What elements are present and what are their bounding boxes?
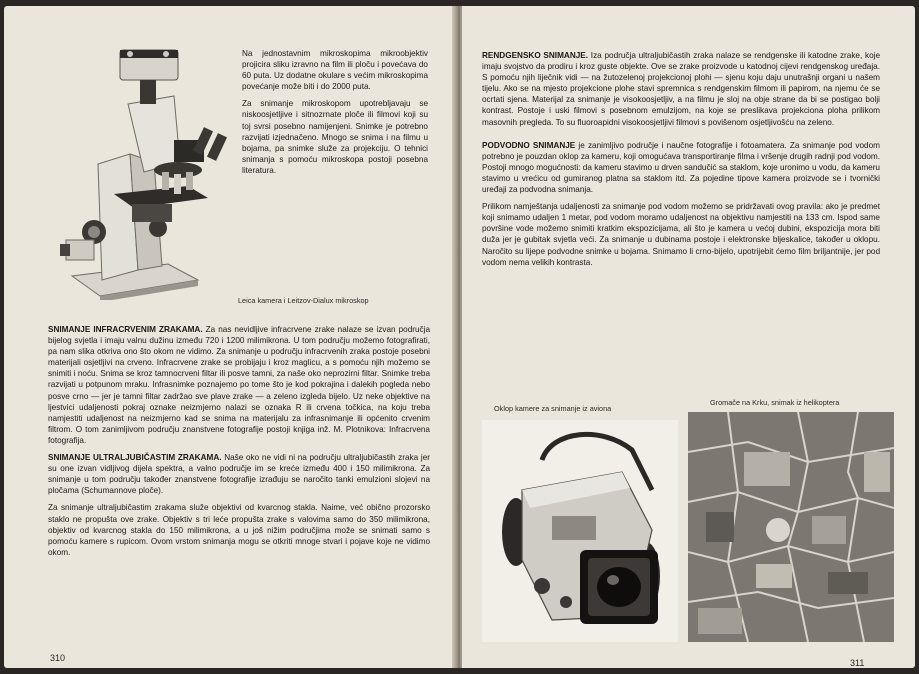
section-ultraviolet xyxy=(48,452,430,496)
right-page xyxy=(462,6,915,668)
section-underwater-cont xyxy=(482,201,880,268)
intro-paragraph: Na jednostavnim mikroskopima mikroobjektiv projicira sliku izravno na film ili ploču i povećava do 60 puta. Uz dodatne okulare s većim mikroskopima povećanje može biti i do 2000 puta. xyxy=(242,49,428,92)
section-body: Za snimanje ultraljubičastim zrakama služe objektivi od kvarcnog stakla. Naime, već obično prozorsko staklo ne propušta ove zrake. Objektiv s tri leće propušta zrake s valovima samo do 350 milimikrona, objektiv od kvarcnog stakla do 150 milimikrona, a u još nižim područjima može se snimati samo s pomoću kamere s rupicom. Ovom vrstom snimanja mogu se otkriti mnoge stvari i pojave koje ne vidimo okom. xyxy=(48,503,430,557)
section-body: je zanimljivo područje i naučne fotografije i fotoamatera. Za snimanje pod vodom potrebno je pouzdan oklop za kameru, koji omogućava transportiranje filma i vršenje drugih radnji pod vodom. Postoji mnogo mogućnosti: da kameru stavimo u drven sandučić sa staklom, koje uronimo u vodu, da kameru stavimo u vrećicu od gumiranog platna sa staklom itd. Za pojedine tipove kamera proizvode se i tvornički uređaji za podvodna snimanja. xyxy=(482,140,880,195)
section-heading: SNIMANJE ULTRALJUBIČASTIM ZRAKAMA. xyxy=(48,453,222,463)
microscope-caption: Leica kamera i Leitzov-Dialux mikroskop xyxy=(238,296,369,305)
section-xray xyxy=(482,50,880,128)
page-number: 311 xyxy=(850,658,865,668)
camera-housing-image xyxy=(482,420,678,642)
section-infrared xyxy=(48,324,430,446)
section-body: Naše oko ne vidi ni na području ultraljubičastih zraka jer su one izvan vidljivog dijela spektra, a valno područje im se kreće između 400 i 150 milimikrona. Za snimanje u tom području također znanstvene fotografije izrađuju se naročito tanki emulzioni slojevi na pločama (Schumannove ploče). xyxy=(48,453,430,496)
aerial-caption: Gromače na Krku, snimak iz helikoptera xyxy=(710,398,840,407)
section-ultraviolet-cont xyxy=(48,502,430,557)
left-page xyxy=(4,6,456,668)
right-body-text xyxy=(482,50,880,274)
section-body: Prilikom namještanja udaljenosti za snimanje pod vodom možemo se pridržavati ovog pravila: ako je predmet koji snimamo udaljen 1 metar, pod vodom moramo udaljenost na objektivu namjestiti na 133 cm. Ispod same površine vode možemo snimiti kratkim ekspozicijama, ali što je kamera u većoj dubini, ekspozicija mora biti duža jer je gubitak svjetla veći. Za snimanje u dubinama postoje i elektronske bljeskalice, također u oklopu. Naročito su lijepe podvodne snimke u bojama. Snimamo li crno-bijelo, upotrijebit ćemo film briljantnije, jer pod vodom nema velikih kontrasta. xyxy=(482,202,880,267)
microscope-camera-image xyxy=(58,44,240,300)
section-body: Iza područja ultraljubičastih zraka nalaze se rendgenske ili katodne zrake, koje imaju svojstvo da prodiru i kroz guste objekte. Ove se zrake proizvode u katodnoj cijevi rendgenskog uređaja. S pomoću njih liječnik vidi — na žutozelenoj projekcionoj plohi — sjenu koju daju unutrašnji organi u našem tijelu. Ako se na mjesto projekcione plohe stavi spremnica s rendgenskim filmom ili papirom, na njemu će se ocrtati sjena. Materijal za snimanje je visokoosjetljiv, a na filmu je sloj na obje strane da bi se postigao bolji kontrast. Postoje i uski filmovi s posebnom emulzijom, na koje se preslikava projekciona ploha prilikom masovnih pregleda. To su fluoroapidni visokoosjetljivi filmovi s povišenom osjetljivošću na zeleno. xyxy=(482,51,881,127)
page-number: 310 xyxy=(50,653,66,663)
section-body: Za nas nevidljive infracrvene zrake nalaze se izvan područja bijelog svjetla i imaju valnu dužinu između 720 i 1200 milimikrona. U tom području možemo fotografirati, pa nam slika otkriva ono što okom ne vidimo. Za snimanje u području infracrvenih zraka postoje posebni materijali osjetljivi na crveno. Infracrvene zrake se probijaju i kroz maglicu, a s pomoću njih možemo se snimiti i noću. Snima se kroz tamnocrveni filtar ili posve tamni, za naše oko neprozirni filtar. Snimke treba razvijati u potpunom mraku. Infrasnimke poznajemo po tome što je kod pokrajina i dalekih pogleda nebo posve crno — jer je tamni filtar zadržao sve plave zrake — a zeleno izgleda bijelo. Uz neke objektive na ljestvici udaljenosti pokraj oznake neizmjerno nalazi se oznaka R ili crvena točkica, na koju treba namjestiti udaljenost na neizmjerno kad se snima na materijalu za infrasnimanje ili općenito crvenim filtrom. O tom zanimljivom području znanstvene fotografije postoji knjiga inž. M. Plotnikova: Infracrvena fotografija. xyxy=(48,325,430,445)
left-body-text xyxy=(48,324,430,564)
section-heading: SNIMANJE INFRACRVENIM ZRAKAMA. xyxy=(48,325,203,334)
housing-caption: Oklop kamere za snimanje iz aviona xyxy=(494,404,612,413)
section-heading: PODVODNO SNIMANJE xyxy=(482,140,576,150)
section-heading: RENDGENSKO SNIMANJE. xyxy=(482,51,589,60)
intro-paragraph: Za snimanje mikroskopom upotrebljavaju se niskoosjetljive i sitnozrnate ploče ili filmovi koji su toj svrsi posebno namijenjeni. Snimke je potrebno razvijati izjednačeno. Mnogo se snima i na filmu u bojama, pa snimke služe za projekciju. O tehnici snimanja s pomoću mikroskopa postoji posebna literatura. xyxy=(242,99,428,175)
aerial-photo-image xyxy=(688,412,894,642)
section-underwater xyxy=(482,140,880,195)
intro-text xyxy=(242,48,428,182)
